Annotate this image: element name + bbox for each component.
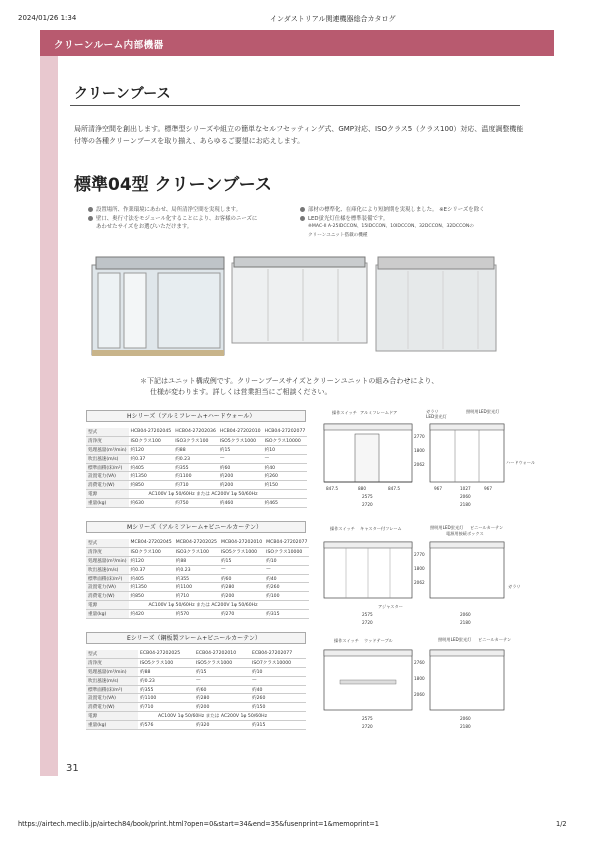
table-row: 型式 MCB04-27202045 MCB04-27202025 MCB04-27202010 MCB04-27202077 [88,540,308,546]
table-row: 処理風量(m³/min) 約120 約88 約15 約10 [86,445,307,454]
drawing-dim: 2770 [414,434,425,439]
drawing-dim: 2720 [362,502,373,507]
table-row: 消費電力(W) 約850 約710 約200 約150 [86,481,307,490]
intro-text: 局所清浄空間を創出します。標準型シリーズや組立の簡単なセルフセッティング式、GMP対応、ISOクラス5（クラス100）対応、温度調整機能付等の各種クリーンブースを取り揃え、あらゆるご要望にお応えします。 [74,125,524,145]
series-m-title: Mシリーズ（アルミフレーム+ビニールカーテン） [86,521,306,533]
drawing-dim: 2575 [362,716,373,721]
drawing-dim: 2062 [414,462,425,467]
drawing-dim: 1800 [414,448,425,453]
bullets-right [300,206,484,240]
table-row: 標準面積(床/m²) 約405 約355 約60 約40 [86,463,307,472]
drawing-dim: 2720 [362,620,373,625]
table-row: 電源 AC100V 1φ 50/60Hz または AC200V 1φ 50/60Hz [86,490,307,499]
series-m-table [86,539,309,619]
drawing-dim: 1027 [460,486,471,491]
table-row: 標準面積(床/m²) 約355 約60 約40 [86,685,306,694]
drawing-dim: 2575 [362,612,373,617]
booth-photo-h-series [92,257,224,356]
drawing-label: 操作スイッチ [334,638,359,643]
booth-photo-e-series [376,257,496,351]
drawing-label: ウッドテーブル [364,638,393,643]
drawing-dim: 2062 [414,580,425,585]
product-title: 標準04型 クリーンブース [74,175,272,195]
table-row: 吹出風速(m/s) 約0.37 約0.23 — — [86,565,309,574]
table-row: 消費電力(W) 約710 約200 約150 [86,703,306,712]
bullet-item: あわせたサイズをお選びいただけます。 [96,224,193,230]
drawing-label: ビニールカーテン [470,525,504,530]
series-h-block [86,410,306,508]
bullet-dot-icon [88,216,93,221]
bullet-item: クリーンユニット搭載の機種 [308,232,368,238]
table-row: 設置電力(VA) 約1350 約1100 約280 約260 [86,583,309,592]
drawing-dim: 847.5 [388,486,400,491]
drawing-e-series [318,636,530,740]
table-row: 吹出風速(m/s) 約0.23 — — [86,676,306,685]
table-row: 消費電力(W) 約850 約710 約200 約100 [86,592,309,601]
bullet-item: 設置場所、作業環境にあわせ、局所清浄空間を実現します。 [88,206,257,215]
drawing-dim: 967 [434,486,442,491]
drawing-label: ガラリ [508,584,521,589]
product-photos [88,255,528,367]
table-row: 電源 AC100V 1φ 50/60Hz または AC200V 1φ 50/60Hz [86,712,306,721]
drawing-m-series [318,524,530,628]
bullet-dot-icon [88,207,93,212]
drawing-dim: 2060 [460,494,471,499]
table-row: 標準面積(床/m²) 約405 約355 約60 約40 [86,574,309,583]
side-accent-bar [40,56,58,776]
drawing-dim: 2760 [414,660,425,665]
drawing-label: LED蛍光灯 [426,414,447,419]
booth-photo-m-series [232,257,367,343]
table-row: 処理風量(m³/min) 約88 約15 約10 [86,667,306,676]
bullet-item: 部材の標準化、在庫化により短納期を実現しました。 ※Eシリーズを除く [300,206,484,215]
table-row: 重量(kg) 約420 約570 約270 約315 [86,610,309,619]
series-h-title: Hシリーズ（アルミフレーム+ハードウォール） [86,410,306,422]
drawing-label: 操作スイッチ [330,526,355,531]
drawing-dim: 1800 [414,676,425,681]
drawing-label: ビニールカーテン [478,637,512,642]
drawing-dim: 880 [358,486,366,491]
table-row: 清浄度 ISOクラス100 ISO3クラス100 ISO5クラス1000 ISOクラス10000 [86,547,309,556]
drawing-dim: 2180 [460,724,471,729]
bullet-item: 壁口、奥行寸法をモジュール化することにより、お客様のニーズに [88,215,257,224]
bullet-dot-icon [300,216,305,221]
print-page: 1/2 [556,820,567,828]
drawing-dim: 2575 [362,494,373,499]
table-row: 処理風量(m³/min) 約120 約88 約15 約10 [86,556,309,565]
drawing-label: アジャスター [378,604,403,609]
drawing-h-series [318,408,536,512]
drawing-label: キャスター付フレーム [360,526,402,531]
drawing-label: 照明用LED蛍光灯 [466,409,500,414]
bullet-item: ※MAC-II A-25IDCCON、15IDCCON、10IDCCON、32DCCON、32DCCONの [308,224,474,229]
section-band-label: クリーンルーム内部機器 [54,40,164,51]
table-row: 型式 HCB04-27202045 HCB04-27202036 HCB04-27202010 HCB04-27202077 [88,429,306,435]
table-row: 型式 ECB04-27202025 ECB04-27202010 ECB04-27202077 [86,650,306,658]
drawing-label: アルミフレームドア [360,410,398,415]
series-e-block [86,632,306,730]
drawing-dim: 2720 [362,724,373,729]
print-url: https://airtech.meclib.jp/airtech84/book/print.html?open=0&start=34&end=35&fusenprint=1&memoprint=1 [18,820,379,828]
drawing-label: ハードウォール [506,460,536,465]
drawing-dim: 847.5 [326,486,338,491]
page-number: 31 [66,763,79,774]
section-divider [70,105,520,106]
drawing-dim: 2060 [460,716,471,721]
table-row: 電源 AC100V 1φ 50/60Hz または AC200V 1φ 50/60Hz [86,601,309,610]
table-row: 設置電力(VA) 約1350 約1100 約200 約260 [86,472,307,481]
series-e-table [86,650,306,730]
drawing-label: 電源用接続ボックス [446,531,484,536]
series-e-title: Eシリーズ（鋼板製フレーム+ビニールカーテン） [86,632,306,644]
table-row: 清浄度 ISO5クラス100 ISO5クラス1000 ISO7クラス10000 [86,658,306,667]
table-row: 重量(kg) 約576 約320 約315 [86,721,306,730]
drawing-dim: 967 [484,486,492,491]
note-text: ＊下記はユニット構成例です。クリーンブースサイズとクリーンユニットの組み合わせにより、 仕様が変わります。詳しくは営業担当にご相談ください。 [140,377,439,396]
series-m-block [86,521,306,619]
drawing-dim: 2180 [460,502,471,507]
bullet-item: LED蛍光灯仕様を標準装備です。 [300,215,484,224]
drawing-label: 操作スイッチ [332,410,357,415]
section-title: クリーンブース [74,86,171,102]
series-h-table [86,428,307,508]
table-row: 設置電力(VA) 約1100 約280 約260 [86,694,306,703]
drawing-dim: 2180 [460,620,471,625]
table-row: 重量(kg) 約630 約750 約460 約465 [86,499,307,508]
drawing-label: ガラリ [426,409,439,414]
drawing-dim: 2770 [414,552,425,557]
drawing-dim: 2060 [414,692,425,697]
section-band [40,30,554,56]
drawing-label: 照明用LED蛍光灯 [430,525,464,530]
table-row: 吹出風速(m/s) 約0.37 約0.23 — — [86,454,307,463]
table-row: 清浄度 ISOクラス100 ISO3クラス100 ISO5クラス1000 ISOクラス10000 [86,436,307,445]
drawing-dim: 2060 [460,612,471,617]
bullets-left [88,206,257,232]
print-title: インダストリアル関連機器総合カタログ [270,15,396,23]
drawing-label: 照明用LED蛍光灯 [438,637,472,642]
print-date: 2024/01/26 1:34 [18,14,77,22]
drawing-dim: 1800 [414,566,425,571]
bullet-dot-icon [300,207,305,212]
